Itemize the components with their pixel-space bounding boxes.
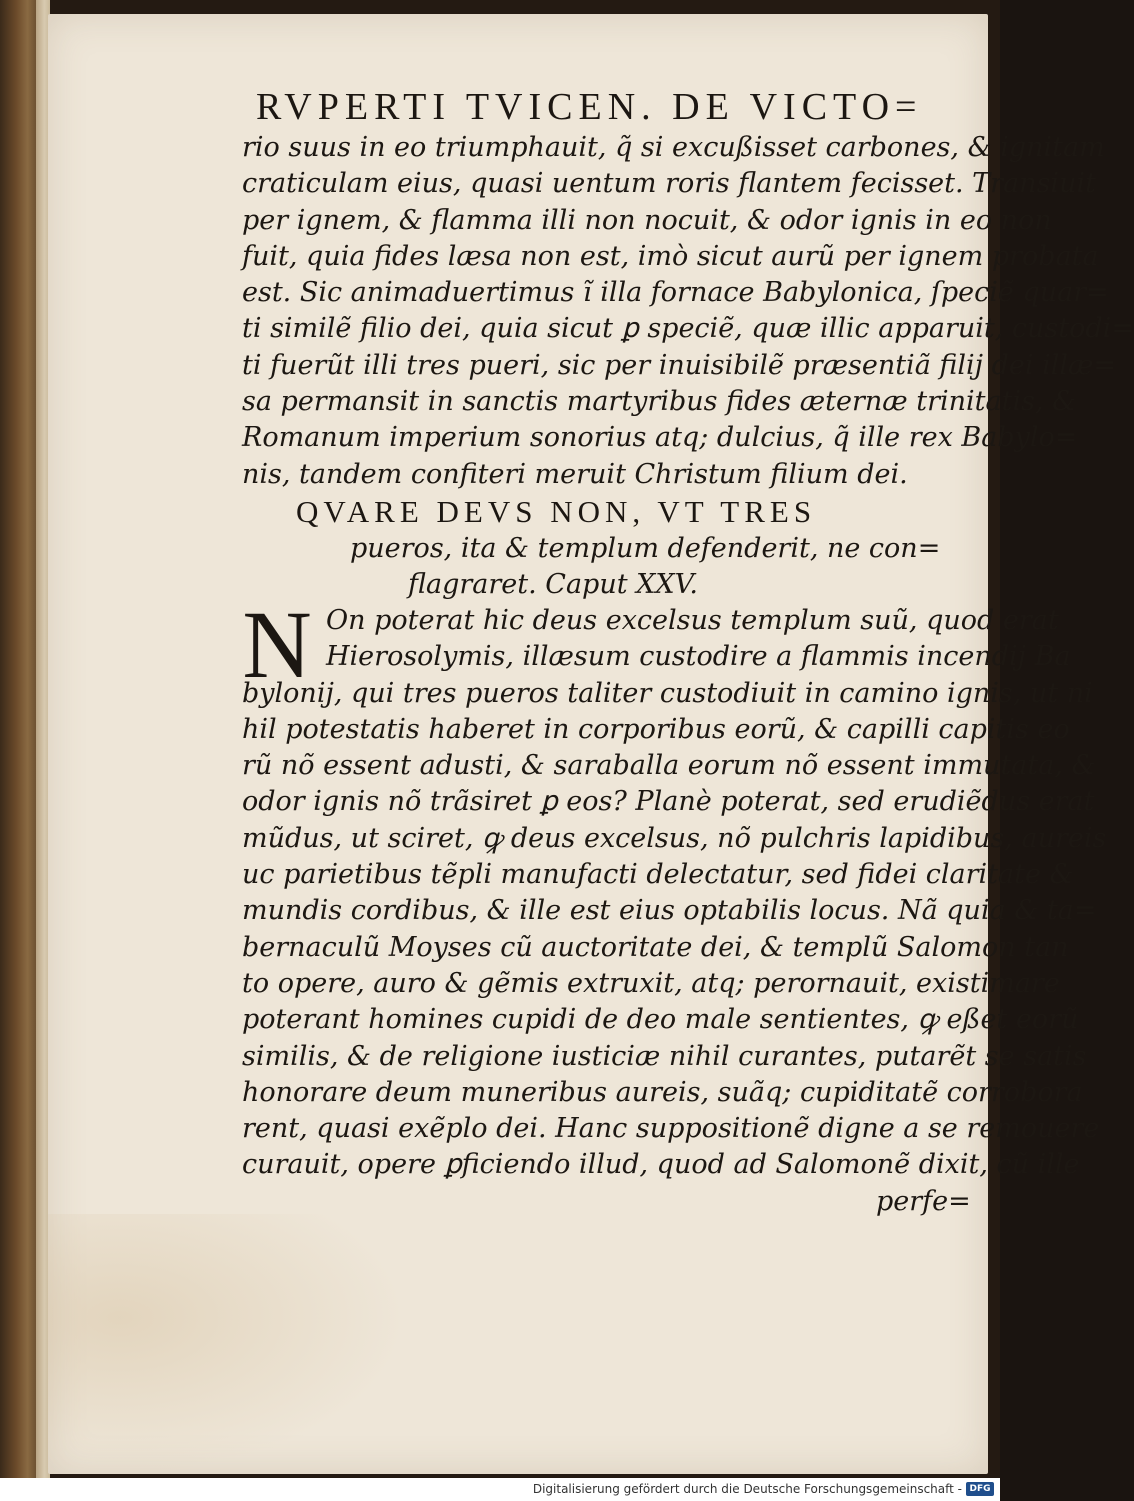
text-line: rio suus in eo triumphauit, q̃ si excußisset carbones, & ignitam xyxy=(242,132,1105,163)
text-line: curauit, opere ꝑficiendo illud, quod ad Salomonẽ dixit, cũ ille xyxy=(242,1149,1080,1181)
text-line: per ignem, & flamma illi non nocuit, & odor ignis in eo non xyxy=(242,204,1052,236)
text-line: bylonij, qui tres pueros taliter custodiuit in camino ignis, ut ni xyxy=(242,677,1093,709)
text-line: ti similẽ filio dei, quia sicut ꝑ speciẽ, quæ illic apparuit, custodi= xyxy=(242,313,1134,345)
text-line: sa permansit in sanctis martyribus fides æternæ trinitatis, & xyxy=(242,386,1077,418)
text-line: craticulam eius, quasi uentum roris flantem fecisset. Transiuit xyxy=(242,168,1096,200)
text-line: odor ignis nõ trãsiret ꝑ eos? Planè poterat, sed erudiẽdus erat xyxy=(242,786,1095,818)
text-line: rent, quasi exẽplo dei. Hanc suppositionẽ digne a se remouere xyxy=(242,1113,1100,1145)
running-head: RVPERTI TVICEN. DE VICTO= xyxy=(256,86,923,128)
text-line: nis, tandem confiteri meruit Christum filium dei. xyxy=(242,458,908,490)
drop-cap-initial: N xyxy=(242,590,312,698)
paragraph-1 xyxy=(196,130,1134,493)
water-stain xyxy=(48,1214,408,1474)
chapter-number: flagraret. Caput XXV. xyxy=(408,568,698,600)
text-line: hil potestatis haberet in corporibus eorũ, & capilli capitis eo xyxy=(242,713,1070,745)
dfg-logo-icon: DFG xyxy=(966,1482,994,1496)
text-line: uc parietibus tẽpli manufacti delectatur, sed fidei claritate & xyxy=(242,859,1074,891)
text-line: Hierosolymis, illæsum custodire a flammis incendij Ba xyxy=(326,641,1071,673)
text-line: ti fuerũt illi tres pueri, sic per inuisibilẽ præsentiã filij dei illæ= xyxy=(242,349,1116,381)
text-line: bernaculũ Moyses cũ auctoritate dei, & templũ Salomon tan xyxy=(242,931,1069,963)
text-line: to opere, auro & gẽmis extruxit, atq; perornauit, existimare xyxy=(242,967,1060,999)
text-line: mundis cordibus, & ille est eius optabilis locus. Nã quia & ta= xyxy=(242,895,1097,927)
text-line: fuit, quia fides læsa non est, imò sicut aurũ per ignem probata xyxy=(242,240,1099,272)
paragraph-2 xyxy=(196,590,1107,1220)
text-line: poterant homines cupidi de deo male sentientes, ꝙ eßet eorũ xyxy=(242,1004,1079,1036)
funding-credit: Digitalisierung gefördert durch die Deutsche Forschungsgemeinschaft - xyxy=(532,1482,962,1496)
text-line: similis, & de religione iusticiæ nihil curantes, putarẽt se satis xyxy=(242,1040,1087,1072)
text-line: Romanum imperium sonorius atq; dulcius, q̃ ille rex Babylo= xyxy=(242,422,1078,454)
text-line: rũ nõ essent adusti, & saraballa eorum nõ essent immutata, & xyxy=(242,750,1096,782)
text-line: mũdus, ut sciret, ꝙ deus excelsus, nõ pulchris lapidibus, aureis xyxy=(242,822,1107,854)
text-line: est. Sic animaduertimus ĩ illa fornace Babylonica, ſpeciẽ quar= xyxy=(242,277,1109,309)
catchword: perfe= xyxy=(876,1185,971,1217)
chapter-subheading: pueros, ita & templum defenderit, ne con= xyxy=(350,532,941,564)
page-text xyxy=(196,84,1134,1220)
text-line: honorare deum muneribus aureis, suãq; cupiditatẽ corrobora xyxy=(242,1076,1083,1108)
chapter-heading: QVARE DEVS NON, VT TRES xyxy=(296,493,817,529)
text-line: On poterat hic deus excelsus templum suũ, quod erat xyxy=(326,604,1059,636)
footer-bar xyxy=(0,1478,1000,1501)
